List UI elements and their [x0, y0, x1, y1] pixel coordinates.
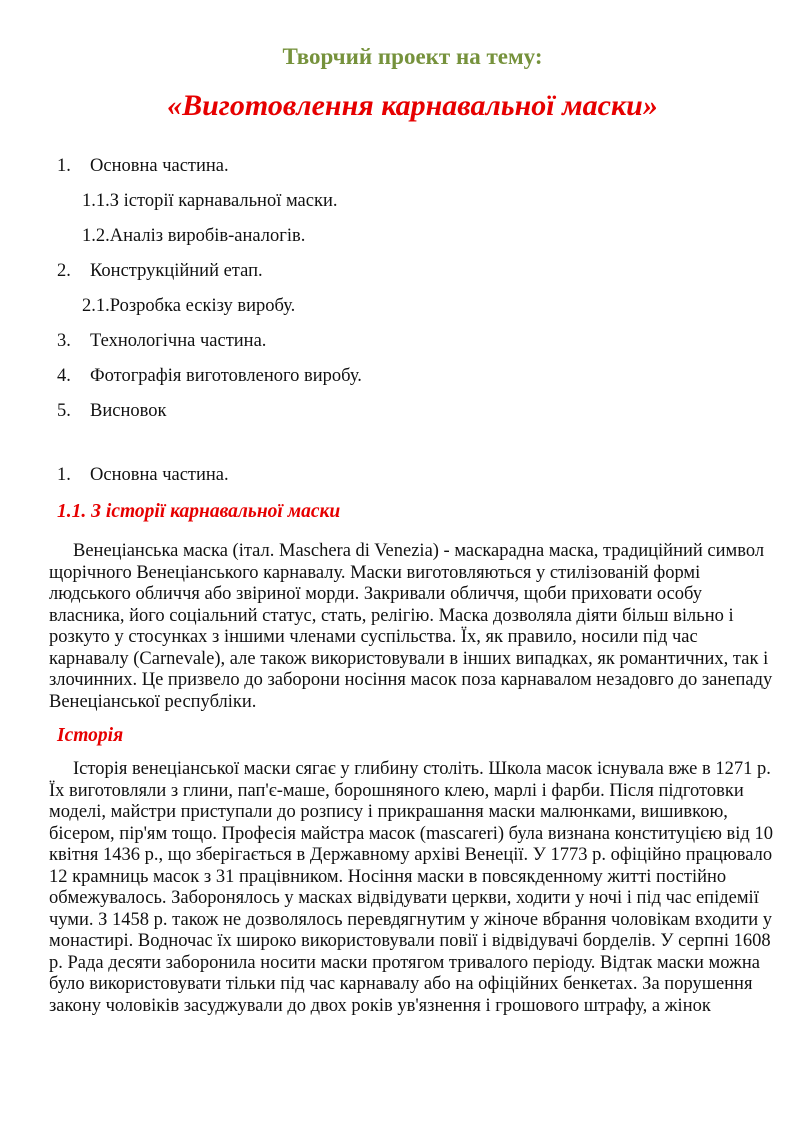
toc-item-1 — [57, 156, 776, 178]
paragraph-venetian-mask: Венеціанська маска (італ. Maschera di Venezia) - маскарадна маска, традиційний символ щорічного Венеціанського карнавалу. Маски виготовляються у стилізованій формі людського обличчя або звіриної морди. Закривали обличчя, щоби приховати особу власника, його соціальний статус, стать, релігію. Маска дозволяла діяти більш вільно і розкуто у стосунках з іншими членами суспільства. Їх, як правило, носили під час карнавалу (Carnevale), але також використовували в інших випадках, як романтичних, так і злочинних. Це призвело до заборони носіння масок поза карнавалом незадовго до занепаду Венеціанської республіки. — [49, 541, 773, 712]
toc-item-label: З історії карнавальної маски. — [109, 191, 338, 211]
toc-item-1-2 — [82, 226, 776, 248]
doc-title: Творчий проект на тему: — [282, 44, 543, 69]
paragraph-mask-history: Історія венеціанської маски сягає у глибину століть. Школа масок існувала вже в 1271 р. Їх виготовляли з глини, пап'є-маше, борошняного клею, марлі і фарби. Після підготовки моделі, майстри приступали до розпису і прикрашання маски малюнками, вишивкою, бісером, пір'ям тощо. Професія майстра масок (mascareri) була визнана конституцією від 10 квітня 1436 р., що зберігається в Державному архіві Венеції. У 1773 р. офіційно працювало 12 крамниць масок з 31 працівником. Носіння маски в повсякденному житті постійно обмежувалось. Заборонялось у масках відвідувати церкви, ходити у ночі і під час епідемії чуми. З 1458 р. також не дозволялось перевдягнутим у жіноче вбрання чоловікам входити у монастирі. Водночас їх широко використовували повії і відвідувачі борделів. У серпні 1608 р. Рада десяти заборонила носити маски протягом тривалого періоду. Відтак маски можна було використовувати тільки під час карнавалу або на офіційних бенкетах. За порушення закону чоловіків засуджували до двох років ув'язнення і грошового штрафу, а жінок — [49, 759, 773, 1016]
toc-item-3 — [57, 331, 776, 353]
doc-subtitle: «Виготовлення карнавальної маски» — [167, 89, 658, 122]
toc-item-2 — [57, 261, 776, 283]
toc-item-label: Аналіз виробів-аналогів. — [109, 226, 306, 246]
toc-item-2-1 — [82, 296, 776, 318]
toc-item-number: 2.1. — [82, 296, 110, 316]
toc-item-label: Розробка ескізу виробу. — [109, 296, 296, 316]
toc-item-number: 1. — [57, 156, 71, 176]
toc-item-number: 4. — [57, 366, 71, 386]
toc-item-4 — [57, 366, 776, 388]
subsection-heading-history-of-mask: 1.1. З історії карнавальної маски — [57, 501, 341, 522]
toc-item-label: Фотографія виготовленого виробу. — [90, 366, 362, 386]
toc-item-number: 1.2. — [82, 226, 110, 246]
toc-item-1-1 — [82, 191, 776, 213]
toc-item-number: 1.1. — [82, 191, 110, 211]
table-of-contents — [49, 156, 776, 423]
toc-item-label: Висновок — [90, 401, 167, 421]
toc-item-number: 5. — [57, 401, 71, 421]
toc-item-label: Конструкційний етап. — [90, 261, 263, 281]
toc-item-5 — [57, 401, 776, 423]
toc-item-label: Основна частина. — [90, 156, 229, 176]
toc-item-label: Технологічна частина. — [90, 331, 267, 351]
toc-item-number: 3. — [57, 331, 71, 351]
toc-item-number: 2. — [57, 261, 71, 281]
section-number: 1. — [57, 464, 71, 485]
subsection-heading-history: Історія — [57, 725, 124, 746]
section-label: Основна частина. — [90, 464, 229, 485]
section-heading-main-part — [57, 465, 776, 487]
